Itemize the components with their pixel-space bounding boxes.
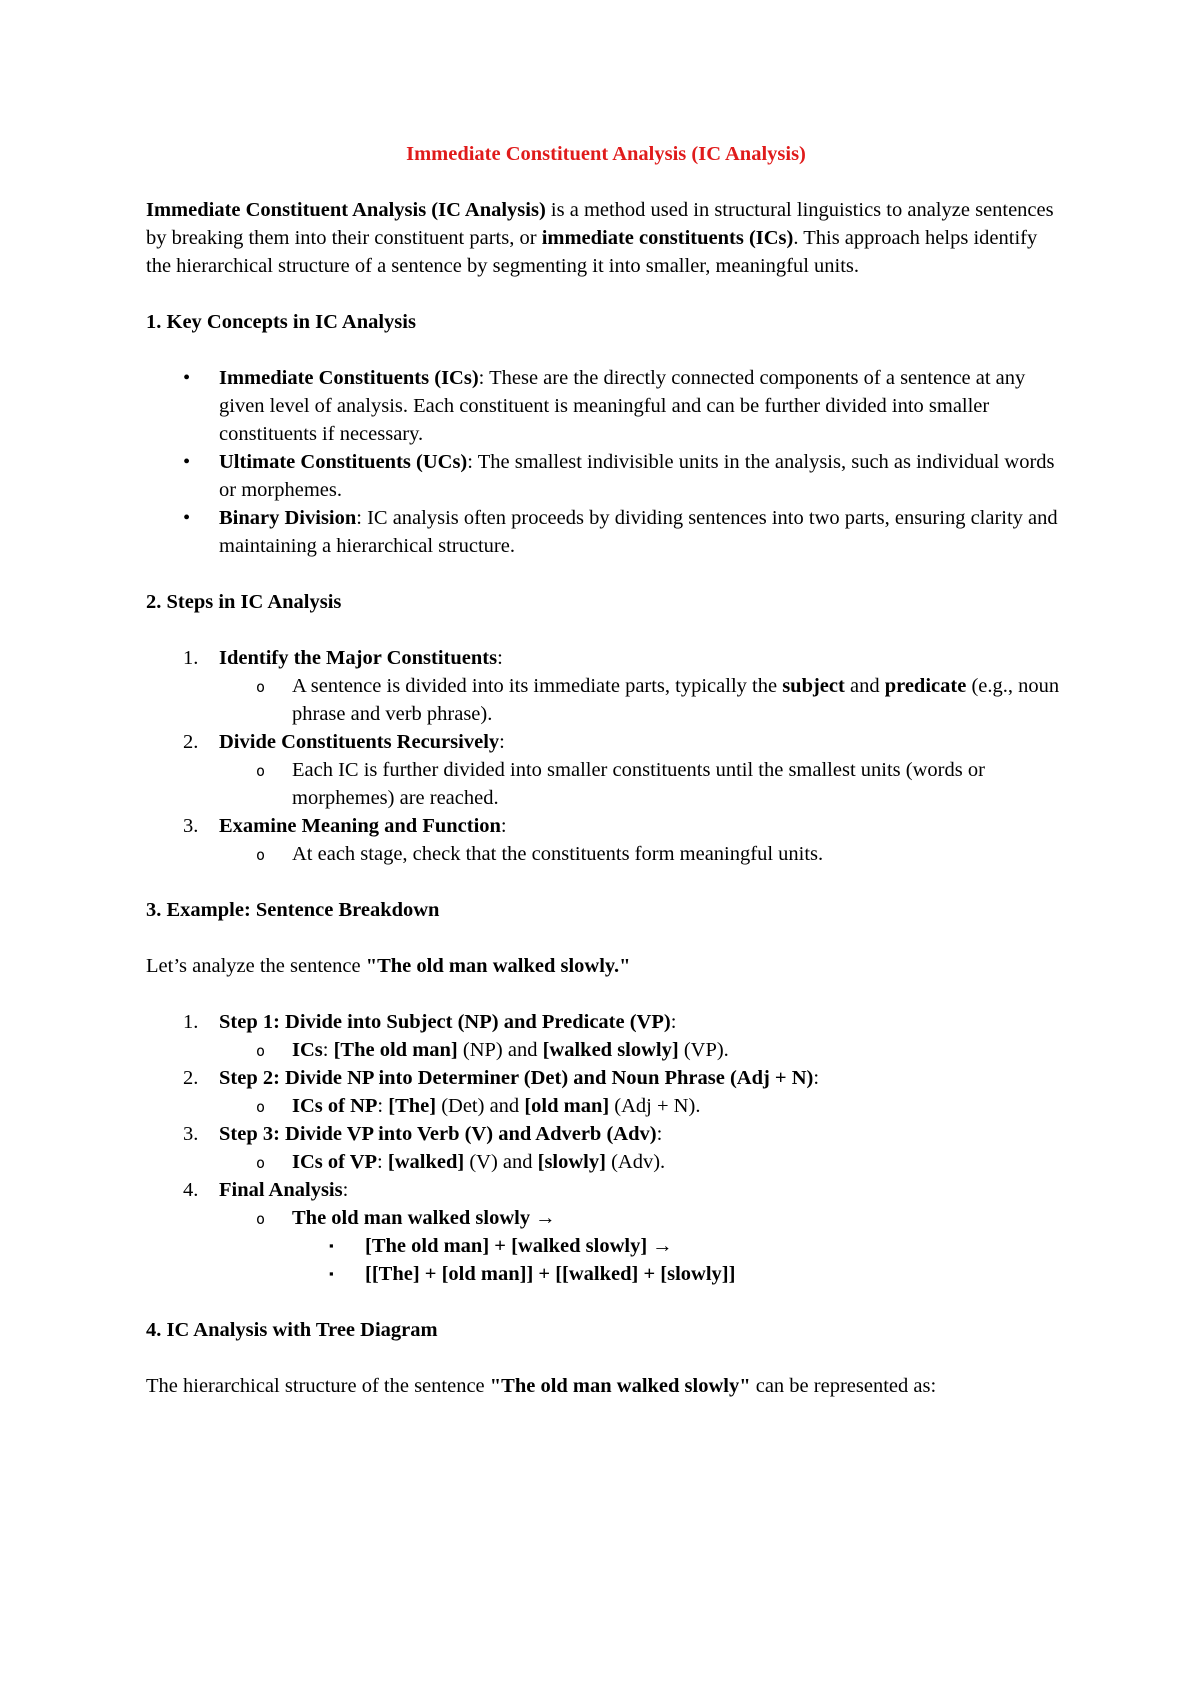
circle-bullet-icon: o (256, 1098, 266, 1116)
list-item (219, 1036, 1066, 1064)
sub-bold: subject (782, 675, 845, 697)
ic-tag: (VP). (678, 1039, 729, 1061)
document-title: Immediate Constituent Analysis (IC Analysis) (406, 143, 806, 165)
bracket-analysis: [The old man] + [walked slowly] → (365, 1235, 673, 1257)
steps-list (146, 644, 1066, 868)
sub-text: and (844, 675, 885, 697)
square-bullet-icon: ▪ (329, 1238, 334, 1253)
list-item (292, 1260, 1066, 1288)
list-item (146, 364, 1066, 448)
list-item (219, 1204, 1066, 1288)
list-item (146, 644, 1066, 728)
ic-part: [The] (388, 1095, 437, 1117)
sub-text: A sentence is divided into its immediate parts, typically the (292, 675, 783, 697)
sub-list (219, 1148, 1066, 1176)
list-item (146, 812, 1066, 868)
section-3-heading: 3. Example: Sentence Breakdown (146, 899, 440, 921)
step-term: Step 1: Divide into Subject (NP) and Predicate (VP) (219, 1011, 671, 1033)
step-colon: : (497, 647, 503, 669)
concept-text: : These are the directly connected components of a sentence at any given level of analysis. Each constituent is meaningful and can be further divided into smaller constituents if necessary. (219, 367, 1026, 445)
ic-tag: (Adv). (605, 1151, 666, 1173)
tree-tail-text: can be represented as: (750, 1375, 937, 1397)
step-number: 3. (183, 1123, 199, 1145)
list-item (219, 1148, 1066, 1176)
sub-list (219, 840, 1066, 868)
step-term: Final Analysis (219, 1179, 343, 1201)
ic-colon: : (377, 1151, 388, 1173)
sub-list (219, 1036, 1066, 1064)
sub-list (219, 672, 1066, 728)
tree-sentence: "The old man walked slowly" (489, 1375, 751, 1397)
step-colon: : (813, 1067, 820, 1089)
step-number: 3. (183, 815, 199, 837)
circle-bullet-icon: o (256, 1154, 266, 1172)
ic-label: ICs of VP (292, 1151, 378, 1173)
list-item (146, 1120, 1066, 1176)
concept-text: : The smallest indivisible units in the analysis, such as individual words or morphemes. (219, 451, 1055, 501)
sub-text: (e.g., noun phrase and verb phrase). (292, 675, 1060, 725)
key-concepts-list (146, 364, 1066, 560)
concept-text: : IC analysis often proceeds by dividing sentences into two parts, ensuring clarity and maintaining a hierarchical structure. (219, 507, 1058, 557)
intro-bold-ics: immediate constituents (ICs) (541, 227, 794, 249)
ic-label: ICs of NP (292, 1095, 378, 1117)
sub-list (219, 756, 1066, 812)
list-item (219, 756, 1066, 812)
list-item (146, 1008, 1066, 1064)
ic-part: [walked slowly] (542, 1039, 679, 1061)
list-item (219, 1092, 1066, 1120)
sub-list (219, 1204, 1066, 1288)
ic-part: [old man] (524, 1095, 610, 1117)
bullet-icon: • (183, 507, 191, 529)
list-item (146, 504, 1066, 560)
step-term: Step 2: Divide NP into Determiner (Det) and Noun Phrase (Adj + N) (219, 1067, 814, 1089)
step-number: 1. (183, 1011, 199, 1033)
section-4-heading: 4. IC Analysis with Tree Diagram (146, 1319, 438, 1341)
step-term: Identify the Major Constituents (219, 647, 498, 669)
sub-text: Each IC is further divided into smaller constituents until the smallest units (words or morphemes) are reached. (292, 759, 985, 809)
final-analysis-line: The old man walked slowly → (292, 1207, 556, 1229)
step-colon: : (656, 1123, 663, 1145)
ic-tag: (Adj + N). (609, 1095, 701, 1117)
step-term: Examine Meaning and Function (219, 815, 501, 837)
intro-text-1: is a method used in structural linguistics to analyze sentences by breaking them into their constituent parts, or (146, 199, 1054, 249)
bullet-icon: • (183, 451, 191, 473)
bracket-analysis: [[The] + [old man]] + [[walked] + [slowly]] (365, 1263, 736, 1285)
ic-colon: : (377, 1095, 389, 1117)
ic-colon: : (322, 1039, 334, 1061)
sub-list (219, 1092, 1066, 1120)
step-colon: : (500, 815, 507, 837)
list-item (292, 1232, 1066, 1260)
step-number: 1. (183, 647, 199, 669)
tree-lead-paragraph (146, 1372, 1066, 1400)
intro-text-2: . This approach helps identify the hierarchical structure of a sentence by segmenting it into smaller, meaningful units. (146, 227, 1038, 277)
circle-bullet-icon: o (256, 762, 266, 780)
step-colon: : (670, 1011, 677, 1033)
bullet-icon: • (183, 367, 191, 389)
list-item (146, 448, 1066, 504)
example-lead-text: Let’s analyze the sentence (146, 955, 366, 977)
document-body (146, 140, 1066, 1400)
sub-sub-list (292, 1232, 1066, 1288)
circle-bullet-icon: o (256, 1042, 266, 1060)
step-colon: : (499, 731, 505, 753)
circle-bullet-icon: o (256, 846, 266, 864)
ic-part: [walked] (387, 1151, 465, 1173)
square-bullet-icon: ▪ (329, 1266, 334, 1281)
concept-term: Binary Division (219, 507, 357, 529)
step-term: Divide Constituents Recursively (219, 731, 500, 753)
step-colon: : (342, 1179, 349, 1201)
step-term: Step 3: Divide VP into Verb (V) and Adverb (Adv) (219, 1123, 657, 1145)
ic-part: [slowly] (537, 1151, 606, 1173)
circle-bullet-icon: o (256, 1210, 266, 1228)
ic-label: ICs (292, 1039, 323, 1061)
list-item (146, 1176, 1066, 1288)
ic-part: [The old man] (333, 1039, 458, 1061)
list-item (146, 1064, 1066, 1120)
section-1-heading: 1. Key Concepts in IC Analysis (146, 311, 416, 333)
section-2-heading: 2. Steps in IC Analysis (146, 591, 342, 613)
sub-bold: predicate (884, 675, 967, 697)
list-item (219, 840, 1066, 868)
step-number: 2. (183, 731, 199, 753)
example-sentence: "The old man walked slowly." (365, 955, 631, 977)
intro-bold-term: Immediate Constituent Analysis (IC Analysis) (146, 199, 546, 221)
list-item (219, 672, 1066, 728)
intro-paragraph (146, 196, 1066, 280)
example-steps-list (146, 1008, 1066, 1288)
concept-term: Ultimate Constituents (UCs) (219, 451, 468, 473)
concept-term: Immediate Constituents (ICs) (219, 367, 479, 389)
ic-tag: (V) and (464, 1151, 538, 1173)
ic-tag: (NP) and (457, 1039, 543, 1061)
sub-text: At each stage, check that the constituents form meaningful units. (292, 843, 824, 865)
ic-tag: (Det) and (436, 1095, 525, 1117)
step-number: 4. (183, 1179, 199, 1201)
tree-lead-text: The hierarchical structure of the sentence (146, 1375, 490, 1397)
example-lead (146, 952, 1066, 980)
circle-bullet-icon: o (256, 678, 266, 696)
step-number: 2. (183, 1067, 199, 1089)
list-item (146, 728, 1066, 812)
